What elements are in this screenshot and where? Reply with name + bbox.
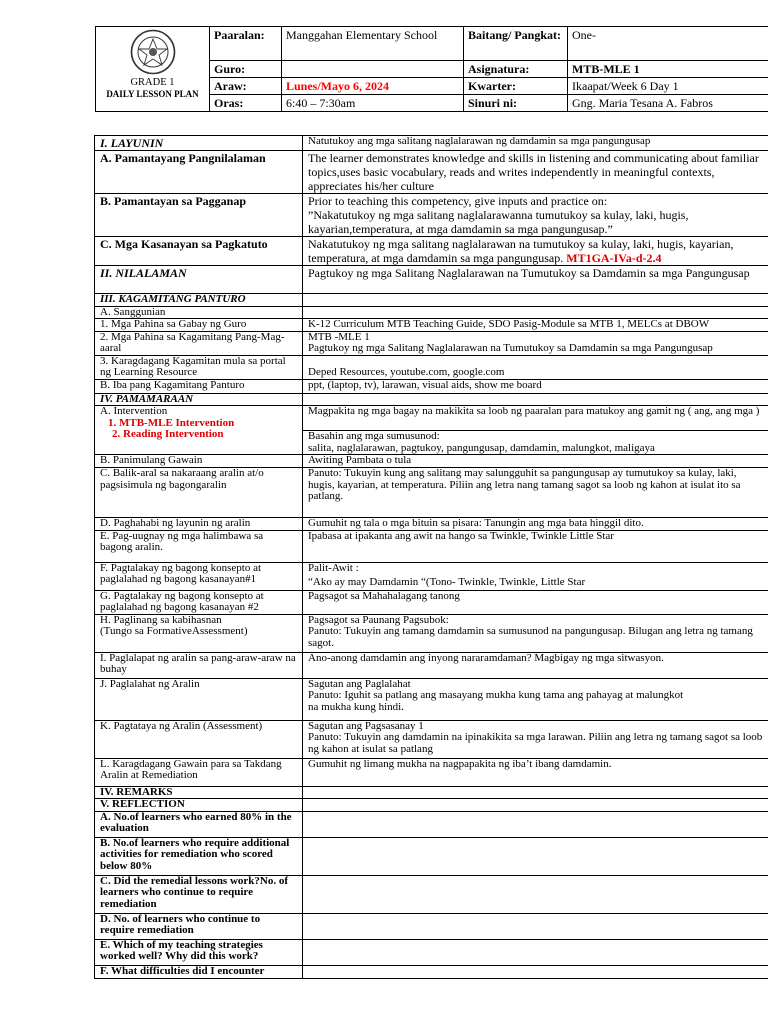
reflection-label: V. REFLECTION xyxy=(95,799,303,812)
reading-line2: salita, naglalarawan, pagtukoy, pangungusap, damdamin, malungkot, maligaya xyxy=(308,441,655,454)
table-row xyxy=(95,965,768,978)
asignatura-label: Asignatura: xyxy=(464,61,568,78)
pagganap-line2: ”Nakatutukoy ng mga salitang naglalarawanna tumutukoy sa kulay, laki, hugis, kayarian,temperatura, at mga damdamin sa mga pangungusap.” xyxy=(308,208,689,236)
grade-label: GRADE 1 xyxy=(130,77,175,88)
kwarter-value: Ikaapat/Week 6 Day 1 xyxy=(568,78,768,95)
konsepto1-line2: “Ako ay may Damdamin “(Tono- Twinkle, Twinkle, Little Star xyxy=(308,576,586,588)
table-row xyxy=(95,562,768,590)
pamamaraan-value xyxy=(303,393,768,406)
reflection-d-label: D. No. of learners who continue to require remediation xyxy=(95,913,303,939)
balik-aral-line1: Panuto: Tukuyin kung ang salitang may salungguhit sa pangungusap ay tumutukoy sa kulay, laki, xyxy=(308,467,737,479)
reflection-f-value xyxy=(303,965,768,978)
baitang-value: One- xyxy=(568,27,768,61)
karagdagang-value: Deped Resources, youtube.com, google.com xyxy=(303,355,768,379)
layunin-value: Natutukoy ang mga salitang naglalarawan ng damdamin sa mga pangungusap xyxy=(303,136,768,151)
table-row xyxy=(95,237,768,266)
baitang-label: Baitang/ Pangkat: xyxy=(464,27,568,61)
table-row xyxy=(95,355,768,379)
reading-intervention-value xyxy=(303,430,768,454)
nilalaman-label: II. NILALAMAN xyxy=(95,266,303,294)
reflection-b-label: B. No.of learners who require additional activities for remediation who scored below 80% xyxy=(95,837,303,875)
table-row xyxy=(95,758,768,786)
kabihasnan-value xyxy=(303,614,768,652)
pagtataya-value xyxy=(303,720,768,758)
oras-label: Oras: xyxy=(210,95,282,112)
karagdagang-label: 3. Karagdagang Kagamitan mula sa portal ng Learning Resource xyxy=(95,355,303,379)
reflection-d-value xyxy=(303,913,768,939)
table-row xyxy=(95,331,768,355)
pangnilalaman-label: A. Pamantayang Pangnilalaman xyxy=(95,151,303,194)
gabay-guro-value: K-12 Curriculum MTB Teaching Guide, SDO Pasig-Module sa MTB 1, MELCs at DBOW xyxy=(303,319,768,332)
paghahabi-value: Gumuhit ng tala o mga bituin sa pisara: Tanungin ang mga bata hinggil dito. xyxy=(303,518,768,531)
kabihasnan-val1: Pagsagot sa Paunang Pagsubok: xyxy=(308,614,449,626)
mag-aaral-value xyxy=(303,331,768,355)
konsepto2-label: G. Pagtalakay ng bagong konsepto at paglalahad ng bagong kasanayan #2 xyxy=(95,590,303,614)
header-table xyxy=(95,26,768,112)
nilalaman-value: Pagtukoy ng mga Salitang Naglalarawan na Tumutukoy sa Damdamin sa mga Pangungusap xyxy=(303,266,768,294)
table-row xyxy=(95,939,768,965)
kabihasnan-val2: Panuto: Tukuyin ang tamang damdamin sa sumusunod na pangungusap. Bilugan ang letra ng tamang sagot. xyxy=(308,625,753,649)
balik-aral-line2: hugis, kayarian, at temperatura. Piliin ang letra nang tamang sagot sa loob ng kahon at isulat ito sa patlang. xyxy=(308,478,741,502)
sinuri-value: Gng. Maria Tesana A. Fabros xyxy=(568,95,768,112)
konsepto1-line1: Palit-Awit : xyxy=(308,562,359,574)
table-row xyxy=(95,194,768,237)
table-row xyxy=(95,319,768,332)
araw-label: Araw: xyxy=(210,78,282,95)
table-row xyxy=(95,837,768,875)
reflection-e-value xyxy=(303,939,768,965)
table-row xyxy=(95,530,768,562)
reading-line1: Basahin ang mga sumusunod: xyxy=(308,430,440,442)
remarks-label: IV. REMARKS xyxy=(95,786,303,799)
takdang-value: Gumuhit ng limang mukha na nagpapakita ng iba’t ibang damdamin. xyxy=(303,758,768,786)
table-row xyxy=(95,518,768,531)
sinuri-label: Sinuri ni: xyxy=(464,95,568,112)
pagganap-line1: Prior to teaching this competency, give inputs and practice on: xyxy=(308,194,608,208)
oras-value: 6:40 – 7:30am xyxy=(282,95,464,112)
reflection-e-label: E. Which of my teaching strategies worked well? Why did this work? xyxy=(95,939,303,965)
kabihasnan-line1: H. Paglinang sa kabihasnan xyxy=(100,614,222,626)
table-row xyxy=(95,393,768,406)
table-row xyxy=(95,652,768,678)
layunin-label: I. LAYUNIN xyxy=(95,136,303,151)
iba-pang-label: B. Iba pang Kagamitang Panturo xyxy=(95,379,303,393)
panimulang-label: B. Panimulang Gawain xyxy=(95,455,303,468)
pangnilalaman-value: The learner demonstrates knowledge and skills in listening and communicating about familiar topics,uses basic vocabulary, reads and writes independently in meaningful contexts, appreciates his/her culture xyxy=(303,151,768,194)
table-row xyxy=(95,136,768,151)
table-row xyxy=(95,379,768,393)
pagtataya-line2: Panuto: Tukuyin ang damdamin na ipinakikita sa mga larawan. Piliin ang letra ng tamang sagot sa loob ng kahon at isulat sa patlang xyxy=(308,731,763,755)
paaralan-value: Manggahan Elementary School xyxy=(282,27,464,61)
competency-code: MT1GA-IVa-d-2.4 xyxy=(566,251,662,265)
table-row xyxy=(95,720,768,758)
table-row xyxy=(95,590,768,614)
gabay-guro-label: 1. Mga Pahina sa Gabay ng Guro xyxy=(95,319,303,332)
paghahabi-label: D. Paghahabi ng layunin ng aralin xyxy=(95,518,303,531)
pamamaraan-label: IV. PAMAMARAAN xyxy=(95,393,303,406)
pag-uugnay-label: E. Pag-uugnay ng mga halimbawa sa bagong aralin. xyxy=(95,530,303,562)
pagtataya-label: K. Pagtataya ng Aralin (Assessment) xyxy=(95,720,303,758)
reflection-a-value xyxy=(303,811,768,837)
reflection-c-label: C. Did the remedial lessons work?No. of learners who continue to require remediation xyxy=(95,875,303,913)
paglalapat-label: I. Paglalapat ng aralin sa pang-araw-araw na buhay xyxy=(95,652,303,678)
table-row xyxy=(95,913,768,939)
asignatura-value: MTB-MLE 1 xyxy=(568,61,768,78)
kasanayan-value xyxy=(303,237,768,266)
paaralan-label: Paaralan: xyxy=(210,27,282,61)
table-row xyxy=(95,786,768,799)
reflection-f-label: F. What difficulties did I encounter xyxy=(95,965,303,978)
paglalahat-line1: Sagutan ang Paglalahat xyxy=(308,678,411,690)
konsepto2-value: Pagsagot sa Mahahalagang tanong xyxy=(303,590,768,614)
mag-aaral-line1: MTB -MLE 1 xyxy=(308,331,370,343)
reading-intervention-label: 2. Reading Intervention xyxy=(112,428,224,440)
table-row xyxy=(95,306,768,319)
panimulang-value: Awiting Pambata o tula xyxy=(303,455,768,468)
balik-aral-label: C. Balik-aral sa nakaraang aralin at/o pagsisimula ng bagongaralin xyxy=(95,468,303,518)
guro-label: Guro: xyxy=(210,61,282,78)
konsepto1-value xyxy=(303,562,768,590)
reflection-a-label: A. No.of learners who earned 80% in the evaluation xyxy=(95,811,303,837)
kabihasnan-label xyxy=(95,614,303,652)
paglalahat-value xyxy=(303,678,768,720)
araw-value: Lunes/Mayo 6, 2024 xyxy=(282,78,464,95)
table-row xyxy=(95,678,768,720)
kwarter-label: Kwarter: xyxy=(464,78,568,95)
table-row xyxy=(95,875,768,913)
table-row xyxy=(95,811,768,837)
table-row xyxy=(95,614,768,652)
sanggunian-label: A. Sanggunian xyxy=(95,306,303,319)
intervention-label xyxy=(95,406,303,455)
reflection-b-value xyxy=(303,837,768,875)
kasanayan-text: Nakatutukoy ng mga salitang naglalarawan na tumutukoy sa kulay, laki, hugis, kayarian, temperatura, at mga damdamin sa mga pangungusap. xyxy=(308,237,734,265)
table-row xyxy=(95,799,768,812)
plan-title: DAILY LESSON PLAN xyxy=(106,89,199,99)
paglalahat-line3: na mukha kung hindi. xyxy=(308,700,404,713)
intervention-value xyxy=(303,406,768,455)
reflection-value xyxy=(303,799,768,812)
sanggunian-value xyxy=(303,306,768,319)
paglalahat-label: J. Paglalahat ng Aralin xyxy=(95,678,303,720)
paglalapat-value: Ano-anong damdamin ang inyong nararamdaman? Magbigay ng mga sitwasyon. xyxy=(303,652,768,678)
pagtataya-line1: Sagutan ang Pagsasanay 1 xyxy=(308,720,424,732)
table-row xyxy=(95,151,768,194)
intervention-title: A. Intervention xyxy=(100,405,168,417)
kasanayan-label: C. Mga Kasanayan sa Pagkatuto xyxy=(95,237,303,266)
mag-aaral-label: 2. Mga Pahina sa Kagamitang Pang-Mag-aaral xyxy=(95,331,303,355)
table-row xyxy=(95,406,768,455)
pagganap-label: B. Pamantayan sa Pagganap xyxy=(95,194,303,237)
table-row xyxy=(95,468,768,518)
takdang-label: L. Karagdagang Gawain para sa Takdang Aralin at Remediation xyxy=(95,758,303,786)
kabihasnan-line2: (Tungo sa FormativeAssessment) xyxy=(100,625,248,637)
mag-aaral-line2: Pagtukoy ng mga Salitang Naglalarawan na Tumutukoy sa Damdamin sa mga Pangungusap xyxy=(308,342,713,354)
deped-seal-icon xyxy=(130,29,176,75)
iba-pang-value: ppt, (laptop, tv), larawan, visual aids, show me board xyxy=(303,379,768,393)
reflection-c-value xyxy=(303,875,768,913)
school-logo-cell xyxy=(96,27,210,112)
kagamitang-label: III. KAGAMITANG PANTURO xyxy=(95,294,303,307)
table-row xyxy=(95,455,768,468)
pag-uugnay-value: Ipabasa at ipakanta ang awit na hango sa Twinkle, Twinkle Little Star xyxy=(303,530,768,562)
table-row xyxy=(95,294,768,307)
mtb-intervention-label: 1. MTB-MLE Intervention xyxy=(108,416,235,429)
pagganap-value xyxy=(303,194,768,237)
konsepto1-label: F. Pagtalakay ng bagong konsepto at paglalahad ng bagong kasanayan#1 xyxy=(95,562,303,590)
guro-value xyxy=(282,61,464,78)
kagamitang-value xyxy=(303,294,768,307)
lesson-plan-table xyxy=(94,135,768,979)
paglalahat-line2: Panuto: Iguhit sa patlang ang masayang mukha kung tama ang pahayag at malungkot xyxy=(308,689,684,701)
balik-aral-value xyxy=(303,468,768,518)
remarks-value xyxy=(303,786,768,799)
table-row xyxy=(95,266,768,294)
mtb-intervention-value: Magpakita ng mga bagay na makikita sa loob ng paaralan para matukoy ang gamit ng ( ang, ang mga ) xyxy=(308,405,760,417)
